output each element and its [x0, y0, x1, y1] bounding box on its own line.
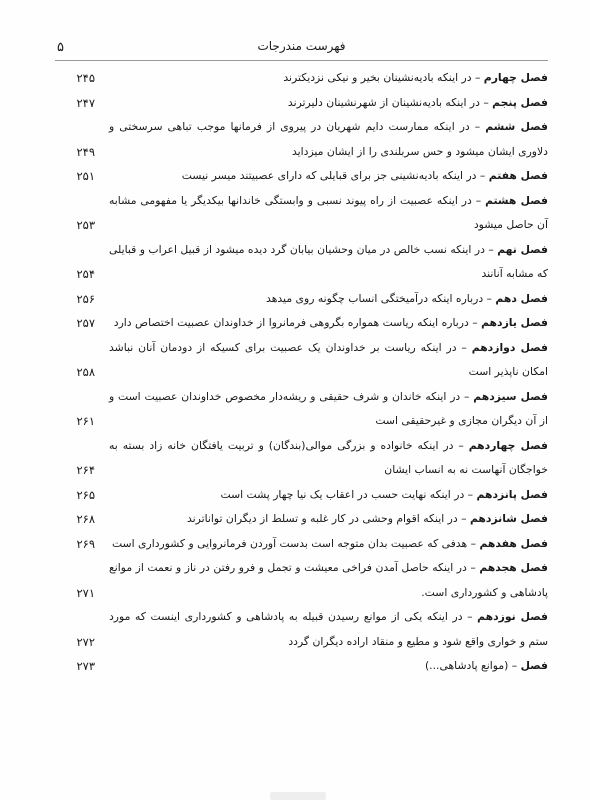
chapter-label: فصل دهم — [495, 291, 548, 305]
toc-entry — [55, 66, 548, 91]
chapter-title: – در اینکه ریاست بر خداوندان یک عصبیت برای کسیکه از دودمان آنان نباشد امکان ناپذیر است — [109, 340, 548, 378]
page-ref: ۲۶۴ — [76, 463, 95, 477]
page-ref: ۲۶۱ — [76, 414, 95, 428]
chapter-title: – در اینکه خاندان و شرف حقیقی و ریشه‌دار مخصوص خداوندان عصبیت است و از آن دیگران مجازی و غیرحقیقی است — [109, 389, 548, 427]
page-header — [55, 36, 548, 61]
page-ref: ۲۶۸ — [76, 512, 95, 526]
chapter-label: فصل شانزدهم — [469, 512, 548, 525]
page-ref: ۲۷۳ — [76, 659, 95, 673]
chapter-label: فصل نهم — [497, 242, 548, 256]
chapter-title: – در اینکه بادیه‌نشینان بخیر و نیکی نزدیکترند — [283, 71, 484, 84]
chapter-label: فصل هشتم — [485, 193, 549, 207]
page-ref: ۲۷۲ — [76, 634, 95, 649]
toc-entry — [55, 164, 548, 189]
page-ref: ۲۵۷ — [76, 316, 95, 330]
toc-entry — [55, 115, 548, 164]
toc-entry — [55, 238, 548, 287]
chapter-label: فصل چهاردهم — [468, 438, 548, 452]
table-of-contents — [55, 66, 548, 679]
chapter-label: فصل ششم — [485, 120, 548, 133]
chapter-title: – در اینکه اقوام وحشی در کار غلبه و تسلط از دیگران تواناترند — [186, 512, 470, 525]
chapter-title: – در اینکه بادیه‌نشینان از شهرنشینان دلیرترند — [287, 95, 493, 109]
page-number: ۵ — [57, 40, 64, 55]
toc-entry — [55, 434, 548, 483]
chapter-title: – در اینکه یکی از موانع رسیدن قبیله به پادشاهی و کشورداری اینست که مورد ستم و خواری واقع شود و مطیع و منقاد اراده دیگران گردد — [109, 610, 548, 648]
toc-entry — [55, 336, 548, 385]
chapter-label: فصل پانزدهم — [476, 487, 548, 501]
chapter-label: فصل هفتم — [488, 169, 548, 182]
chapter-label: فصل پنجم — [492, 95, 548, 109]
chapter-label: فصل هفدهم — [479, 536, 548, 550]
chapter-label: فصل سیزدهم — [473, 389, 548, 403]
scan-artifact — [270, 792, 326, 800]
chapter-title: – در اینکه نسب خالص در میان وحشیان بیابان گرد دیده میشود از قبیل اعراب و قبایلی که مشابه آنانند — [109, 242, 548, 280]
toc-entry — [55, 287, 548, 312]
chapter-title: – (موانع پادشاهی...) — [424, 659, 521, 672]
chapter-title: – هدفی که عصبیت بدان متوجه است بدست آوردن فرمانروایی و کشورداری است — [111, 536, 480, 550]
chapter-label: فصل — [520, 659, 548, 672]
chapter-title: – در اینکه خانواده و بزرگی موالی(بندگان) و تربیت یافتگان خانه زاد بسته به خواجگان آنهاست نه به انساب ایشان — [109, 438, 548, 476]
chapter-title: – در اینکه ممارست دایم شهریان در پیروی از فرمانها موجب تباهی سرسختی و دلاوری ایشان میشود و حس سربلندی را از ایشان میزداید — [109, 120, 548, 158]
page-ref: ۲۵۴ — [76, 267, 95, 281]
toc-entry — [55, 654, 548, 679]
page-ref: ۲۶۹ — [76, 536, 95, 551]
chapter-title: – در اینکه بادیه‌نشینی جز برای قبایلی که دارای عصبیتند میسر نیست — [181, 169, 489, 182]
running-title: فهرست مندرجات — [257, 39, 346, 53]
chapter-title: – درباره اینکه درآمیختگی انساب چگونه روی میدهد — [266, 291, 496, 305]
toc-entry — [55, 556, 548, 605]
page-ref: ۲۴۵ — [76, 71, 95, 85]
toc-entry — [55, 507, 548, 532]
chapter-title: – در اینکه حاصل آمدن فراخی معیشت و تجمل و فرو رفتن در ناز و نعمت از موانع پادشاهی و کشورداری است. — [109, 561, 548, 599]
toc-entry — [55, 311, 548, 336]
chapter-label: فصل هجدهم — [479, 561, 549, 574]
page-ref: ۲۵۶ — [76, 291, 95, 306]
chapter-title: – در اینکه نهایت حسب در اعقاب یک نیا چهار پشت است — [220, 487, 477, 501]
toc-entry — [55, 91, 548, 116]
page-ref: ۲۶۵ — [76, 487, 95, 502]
page-ref: ۲۴۷ — [76, 95, 95, 110]
toc-entry — [55, 483, 548, 508]
toc-entry — [55, 532, 548, 557]
toc-entry — [55, 385, 548, 434]
page-ref: ۲۵۳ — [76, 218, 95, 232]
chapter-label: فصل دوازدهم — [471, 340, 548, 354]
toc-entry — [55, 189, 548, 238]
chapter-title: – درباره اینکه ریاست همواره بگروهی فرمانروا از خداوندان عصبیت اختصاص دارد — [113, 316, 482, 329]
toc-entry — [55, 605, 548, 654]
page-ref: ۲۷۱ — [76, 585, 95, 600]
chapter-title: – در اینکه عصبیت از راه پیوند نسبی و وابستگی خاندانها بیکدیگر یا مفهومی مشابه آن حاصل میشود — [109, 193, 548, 231]
page-ref: ۲۴۹ — [76, 144, 95, 159]
chapter-label: فصل چهارم — [483, 71, 548, 84]
page-ref: ۲۵۱ — [76, 169, 95, 183]
chapter-label: فصل نوزدهم — [477, 610, 548, 623]
page-ref: ۲۵۸ — [76, 365, 95, 379]
chapter-label: فصل یازدهم — [481, 316, 548, 329]
